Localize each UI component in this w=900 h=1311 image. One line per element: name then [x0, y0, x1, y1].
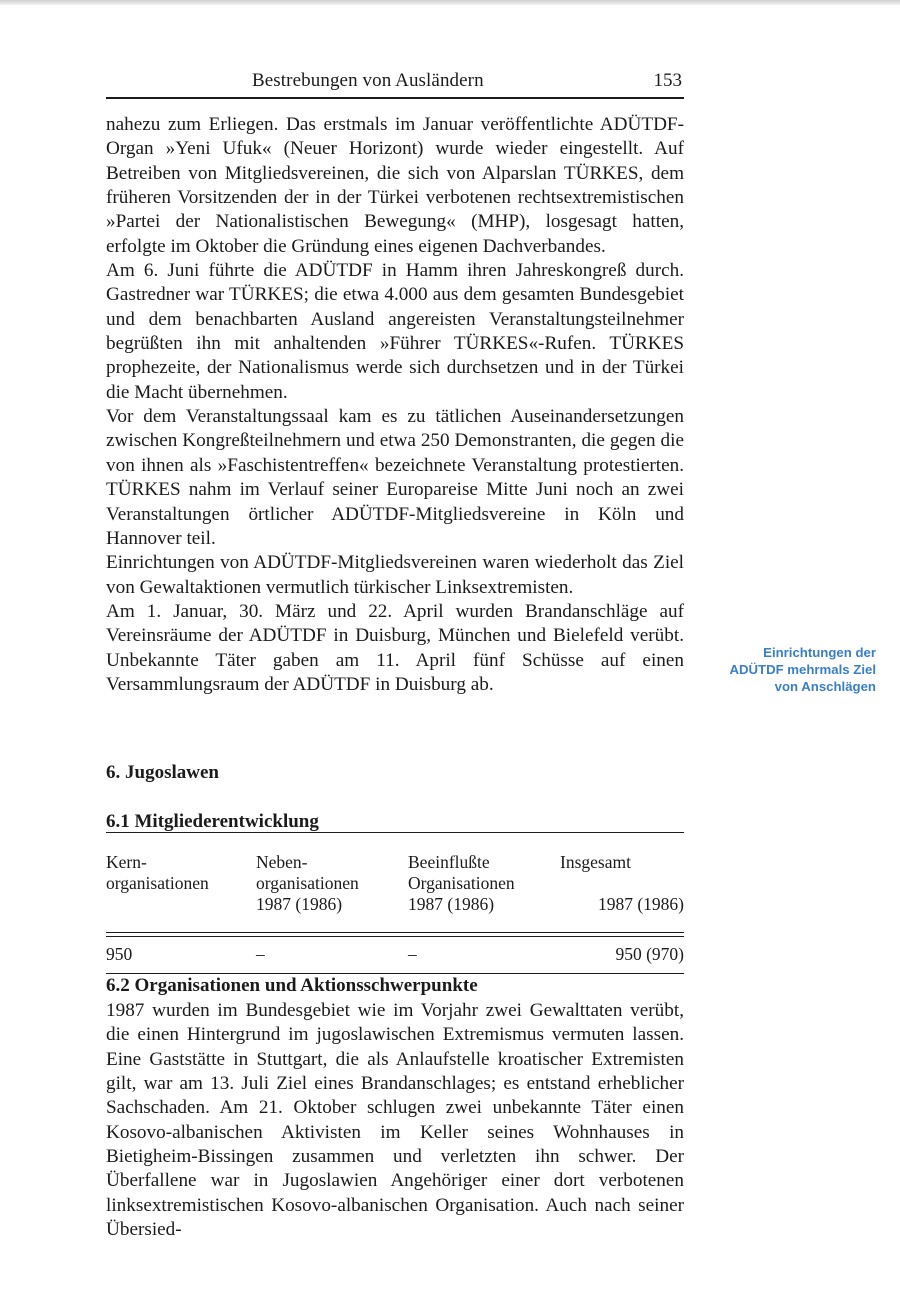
table-header-cell: Neben- organisationen 1987 (1986)	[256, 852, 359, 914]
table-cell: 950 (970)	[615, 944, 684, 964]
body-text-top	[106, 113, 684, 697]
paragraph: Vor dem Veranstaltungssaal kam es zu tätlichen Auseinandersetzungen zwischen Kongreßteilnehmern und etwa 250 Demonstranten, die gegen die von ihnen als »Faschistentreffen« bezeichnete Veranstaltung protestierten. TÜRKES nahm im Verlauf seiner Europareise Mitte Juni noch an zwei Veranstaltungen örtlicher ADÜTDF-Mitgliedsvereine in Köln und Hannover teil.	[106, 406, 684, 549]
paragraph: Einrichtungen von ADÜTDF-Mitgliedsvereinen waren wiederholt das Ziel von Gewaltaktionen vermutlich türkischer Linksextremisten.	[106, 552, 684, 598]
header-rule	[106, 97, 684, 99]
margin-note: Einrichtungen der ADÜTDF mehrmals Ziel von Anschlägen	[729, 645, 876, 694]
running-header	[106, 70, 686, 96]
paragraph: 1987 wurden im Bundesgebiet wie im Vorjahr zwei Gewalttaten verübt, die einen Hintergrund im jugoslawischen Extremismus vermuten lassen. Eine Gaststätte in Stuttgart, die als Anlaufstelle kroatischer Extremisten gilt, war am 13. Juli Ziel eines Brandanschlages; es entstand erheblicher Sachschaden. Am 21. Oktober schlugen zwei unbekannte Täter einen Kosovo-albanischen Aktivisten im Keller seines Wohnhauses in Bietigheim-Bissingen zusammen und verletzten ihn schwer. Der Überfallene war in Jugoslawien Angehöriger einer dort verbotenen linksextremistischen Kosovo-albanischen Organisation. Auch nach seiner Übersied-	[106, 1000, 684, 1241]
table-header-cell: Insgesamt 1987 (1986)	[560, 852, 684, 914]
subsection-heading: 6.2 Organisationen und Aktionsschwerpunkte	[106, 975, 478, 996]
membership-table	[106, 832, 684, 974]
paragraph: Am 6. Juni führte die ADÜTDF in Hamm ihren Jahreskongreß durch. Gastredner war TÜRKES; die etwa 4.000 aus dem gesamten Bundesgebiet und dem benachbarten Ausland angereisten Veranstaltungsteilnehmer begrüßten ihn mit anhaltenden »Führer TÜRKES«-Rufen. TÜRKES prophezeite, der Nationalismus werde sich durchsetzen und in der Türkei die Macht übernehmen.	[106, 260, 684, 403]
table-rule-bottom	[106, 973, 684, 974]
table-rule-mid	[106, 932, 684, 933]
paragraph: Am 1. Januar, 30. März und 22. April wurden Brandanschläge auf Vereinsräume der ADÜTDF in Duisburg, München und Bielefeld verübt. Unbekannte Täter gaben am 11. April fünf Schüsse auf einen Versammlungsraum der ADÜTDF in Duisburg ab.	[106, 600, 684, 695]
table-cell: –	[256, 944, 265, 964]
page-number: 153	[653, 70, 682, 91]
table-rule-top	[106, 832, 684, 833]
table-cell: 950	[106, 944, 133, 964]
table-rule-mid	[106, 936, 684, 937]
table-cell: –	[408, 944, 417, 964]
section-heading: 6. Jugoslawen	[106, 762, 219, 783]
header-title: Bestrebungen von Ausländern	[252, 70, 484, 91]
body-text-bottom	[106, 999, 684, 1242]
table-header-cell: Kern- organisationen	[106, 852, 209, 893]
paragraph: nahezu zum Erliegen. Das erstmals im Januar veröffentlichte ADÜTDF-Organ »Yeni Ufuk« (Neuer Horizont) wurde wieder eingestellt. Auf Betreiben von Mitgliedsvereinen, die sich von Alparslan TÜRKES, dem früheren Vorsitzenden der in der Türkei verbotenen rechtsextremistischen »Partei der Nationalistischen Bewegung« (MHP), losgesagt hatten, erfolgte im Oktober die Gründung eines eigenen Dachverbandes.	[106, 114, 684, 257]
scan-edge	[0, 0, 900, 5]
table-header-cell: Beeinflußte Organisationen 1987 (1986)	[408, 852, 515, 914]
subsection-heading: 6.1 Mitgliederentwicklung	[106, 811, 319, 832]
